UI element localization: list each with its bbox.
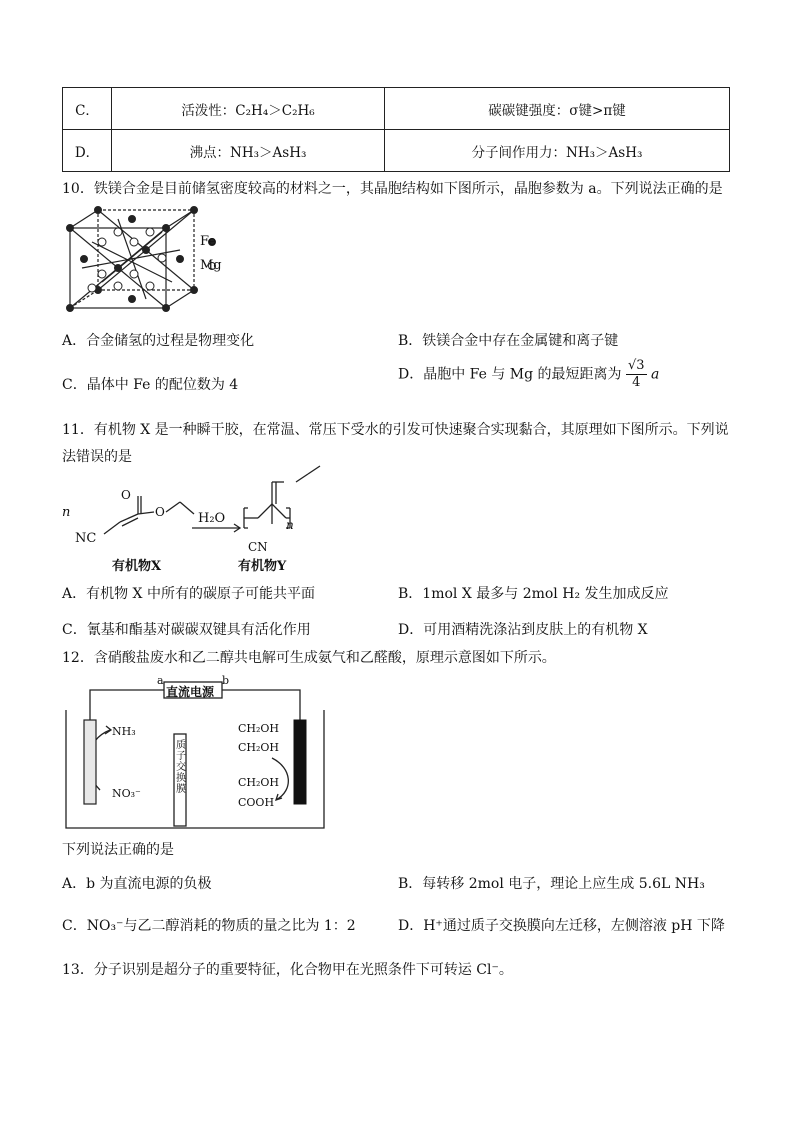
y-cn-label: CN (248, 540, 268, 554)
row-right-cell: 分子间作用力：NH₃＞AsH₃ (385, 130, 730, 172)
n-label: n (62, 505, 71, 520)
no3-label: NO₃⁻ (112, 787, 141, 800)
q10-option-b: B．铁镁合金中存在金属键和离子键 (398, 333, 619, 349)
q13-stem: 13．分子识别是超分子的重要特征，化合物甲在光照条件下可转运 Cl⁻。 (62, 962, 513, 978)
row-right-cell: 碳碳键强度：σ键>π键 (385, 88, 730, 130)
cn-label: NC (75, 531, 97, 546)
row-left-cell: 沸点：NH₃＞AsH₃ (112, 130, 385, 172)
table-row (63, 130, 730, 172)
fraction-denominator: 4 (632, 375, 641, 390)
carbonyl-o-label: O (121, 488, 131, 502)
cooh-label: COOH (238, 796, 275, 809)
terminal-a-label: a (157, 674, 164, 687)
q11-option-c: C．氰基和酯基对碳碳双键具有活化作用 (62, 622, 311, 638)
nh3-label: NH₃ (112, 725, 136, 738)
q10-option-d-prefix: D．晶胞中 Fe 与 Mg 的最短距离为 (398, 366, 622, 383)
q10-option-c: C．晶体中 Fe 的配位数为 4 (62, 377, 239, 393)
q11-option-b: B．1mol X 最多与 2mol H₂ 发生加成反应 (398, 586, 669, 602)
compound-y-label: 有机物Y (238, 559, 287, 574)
row-letter: C． (63, 88, 112, 130)
q12-option-c: C．NO₃⁻与乙二醇消耗的物质的量之比为 1：2 (62, 918, 356, 934)
q11-option-a: A．有机物 X 中所有的碳原子可能共平面 (62, 586, 315, 602)
legend-mg: Mg (200, 258, 222, 273)
q10-option-d (398, 358, 659, 391)
left-electrode (84, 720, 96, 804)
q12-stem: 12．含硝酸盐废水和乙二醇共电解可生成氨气和乙醛酸，原理示意图如下所示。 (62, 650, 556, 666)
ch2oh-label-1: CH₂OH (238, 722, 280, 735)
q10-option-a: A．合金储氢的过程是物理变化 (62, 333, 255, 349)
q12-prompt: 下列说法正确的是 (62, 842, 174, 858)
q12-option-d: D．H⁺通过质子交换膜向左迁移，左侧溶液 pH 下降 (398, 918, 725, 934)
row-letter: D． (63, 130, 112, 172)
q12-option-b: B．每转移 2mol 电子，理论上应生成 5.6L NH₃ (398, 876, 705, 892)
ester-o-label: O (155, 505, 165, 519)
q11-stem-line2: 法错误的是 (62, 449, 132, 465)
reagent-label: H₂O (198, 511, 226, 526)
legend-fe: Fe (200, 234, 217, 249)
power-source-label: 直流电源 (166, 685, 215, 699)
ch2oh-label-3: CH₂OH (238, 776, 280, 789)
q11-option-d: D．可用酒精洗涤沾到皮肤上的有机物 X (398, 622, 648, 638)
q12-option-a: A．b 为直流电源的负极 (62, 876, 212, 892)
membrane-label: 质子交换膜 (176, 740, 186, 795)
row-left-cell: 活泼性：C₂H₄＞C₂H₆ (112, 88, 385, 130)
right-electrode (294, 720, 306, 804)
ch2oh-label-2: CH₂OH (238, 741, 280, 754)
q11-stem-line1: 11．有机物 X 是一种瞬干胶，在常温、常压下受水的引发可快速聚合实现黏合，其原理如下图所示。下列说 (62, 422, 729, 438)
terminal-b-label: b (222, 674, 230, 687)
y-n-label: n (286, 518, 294, 532)
compound-x-label: 有机物X (112, 559, 162, 574)
fraction (626, 358, 647, 391)
options-table (62, 87, 730, 172)
fraction-numerator: √3 (628, 358, 645, 373)
q10-option-d-suffix: a (651, 366, 660, 383)
table-row (63, 88, 730, 130)
q10-stem: 10．铁镁合金是目前储氢密度较高的材料之一，其晶胞结构如下图所示，晶胞参数为 a。下列说法正确的是 (62, 181, 723, 197)
